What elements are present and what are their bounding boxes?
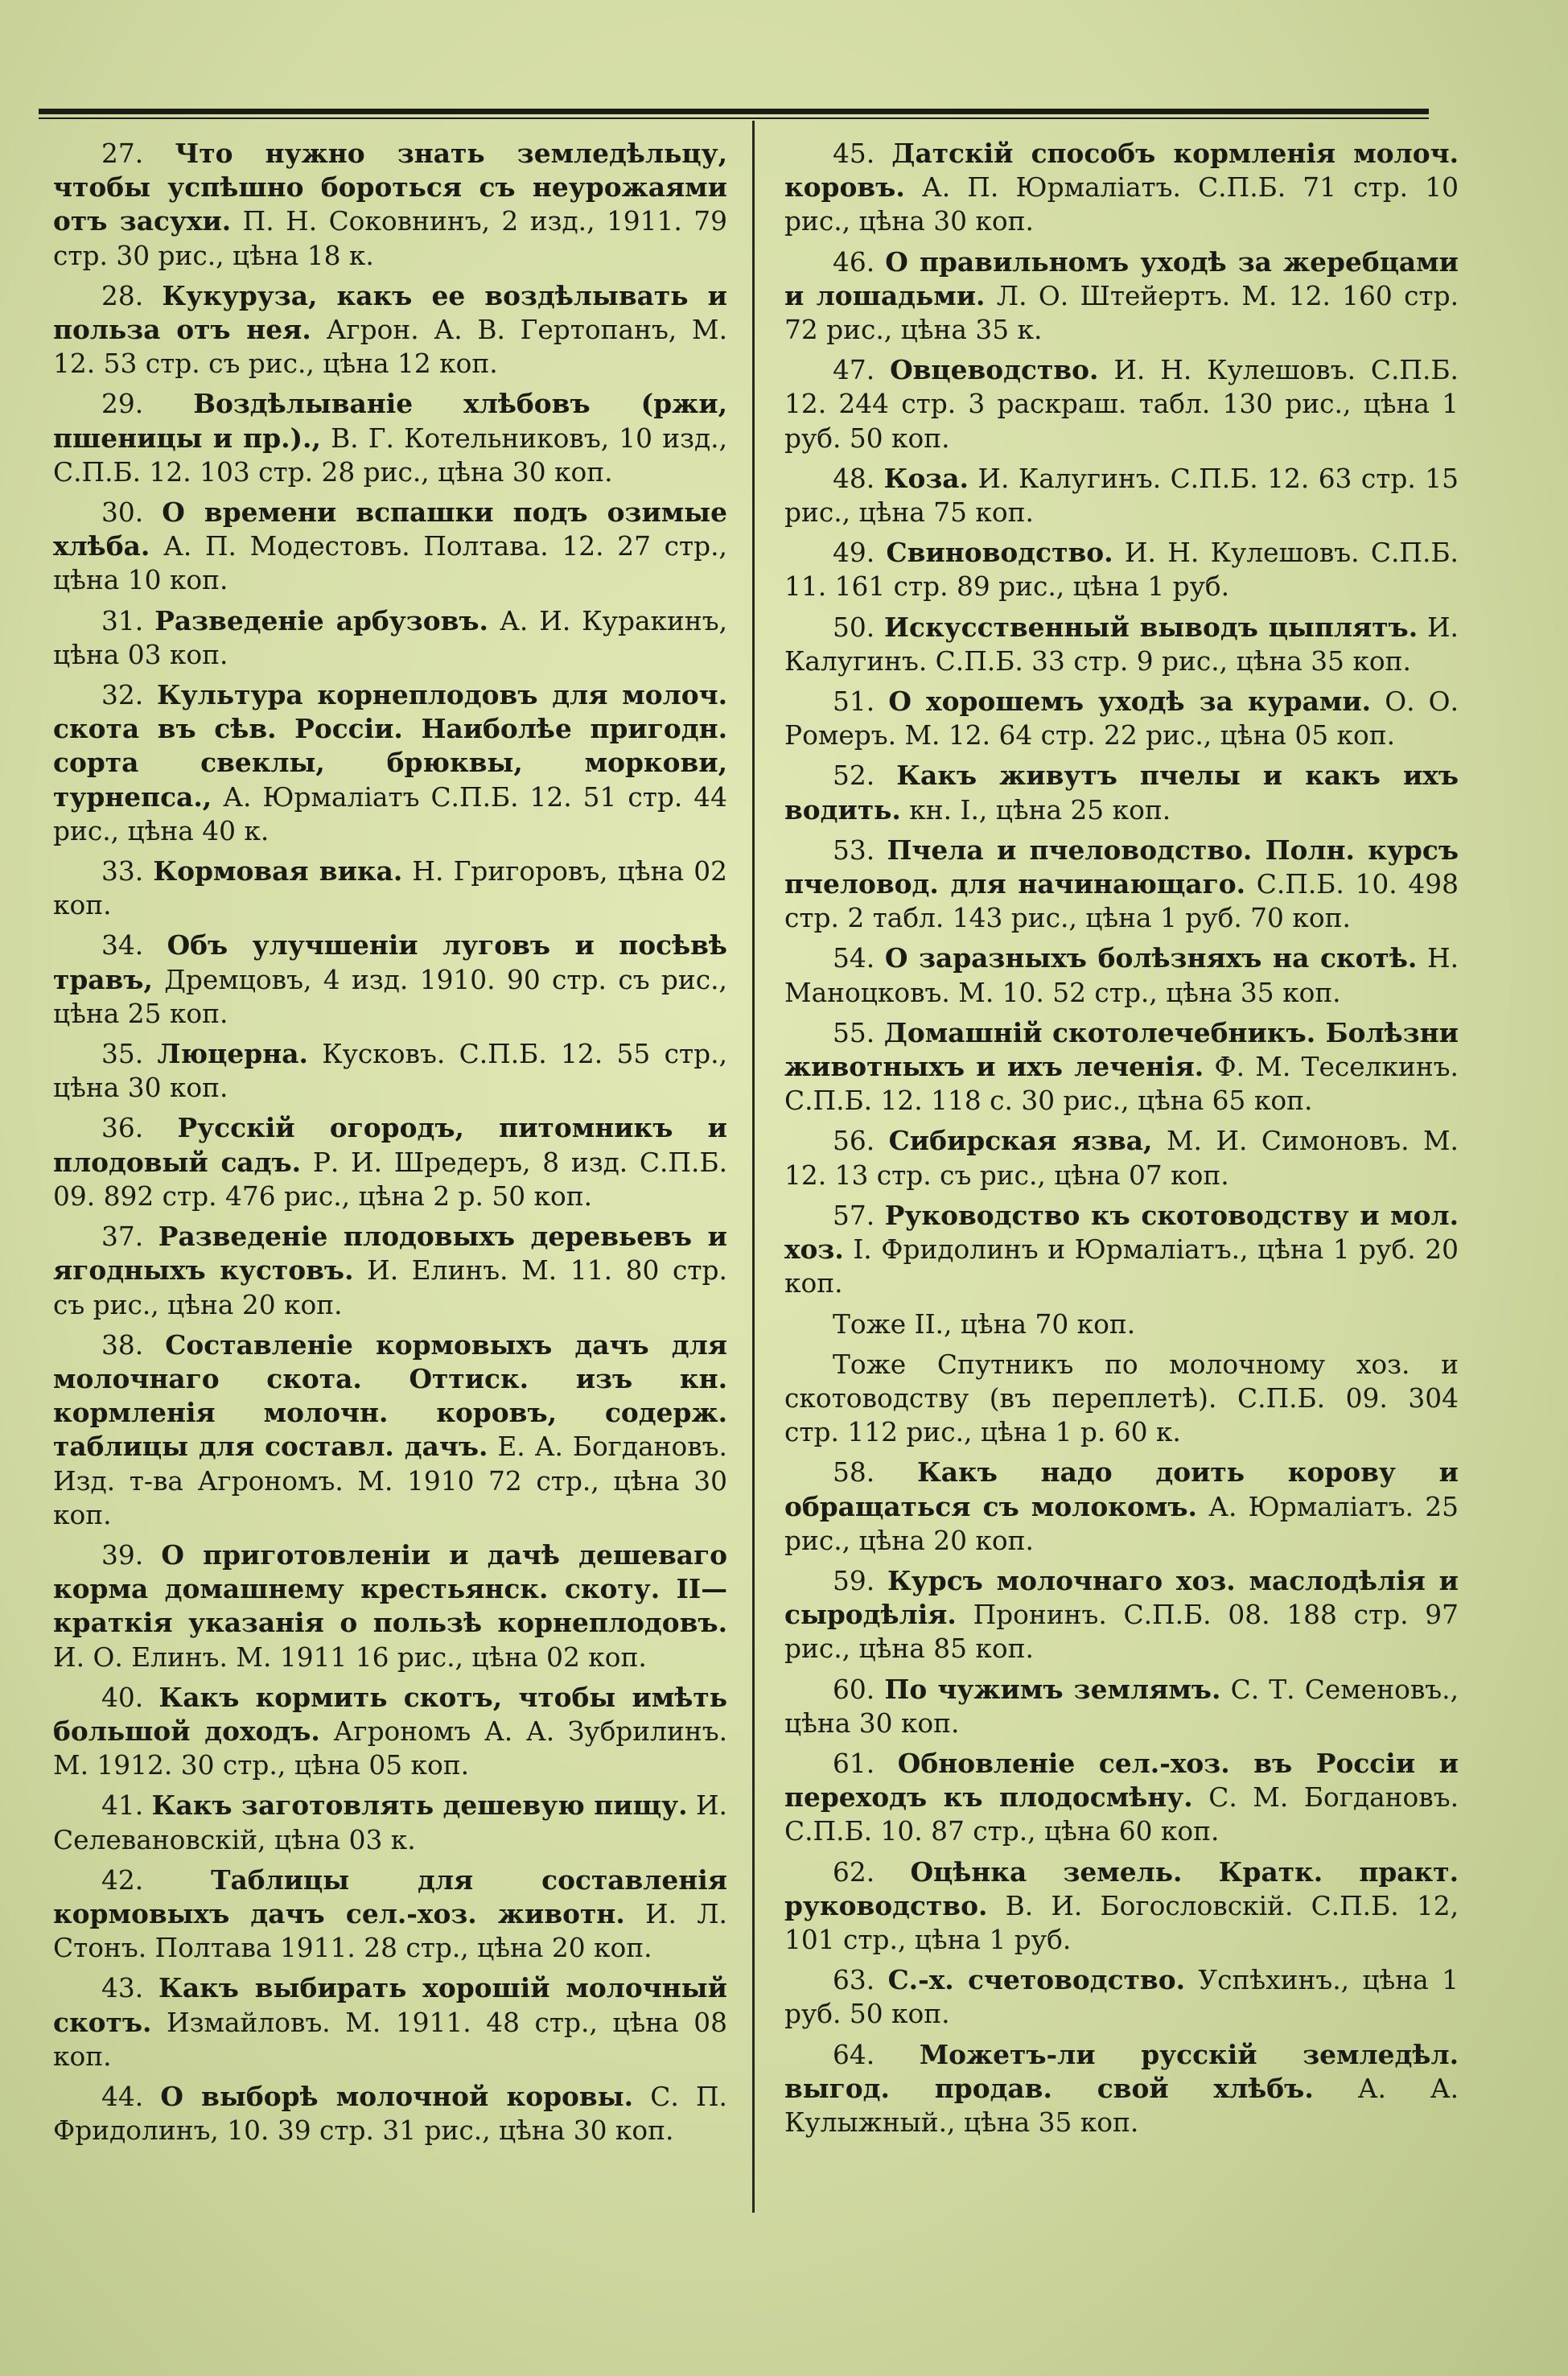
catalog-entry [53,1037,727,1105]
right-column [784,137,1459,2146]
entry-title: Какъ заготовлять дешевую пищу. [151,1789,688,1822]
entry-details: А. Юрмаліатъ С.П.Б. 12. 51 стр. 44 рис., цѣна 40 к. [53,781,727,846]
entry-details: Тоже Спутникъ по молочному хоз. и скотоводству (въ переплетѣ). С.П.Б. 09. 304 стр. 112 рис., цѣна 1 р. 60 к. [784,1349,1459,1448]
entry-details: М. И. Симоновъ. М. 12. 13 стр. съ рис., цѣна 07 коп. [784,1126,1459,1191]
catalog-entry [784,1747,1459,1849]
entry-title: О приготовленіи и дачѣ дешеваго корма домашнему крестьянск. скоту. II—краткія указанія о пользѣ корнеплодовъ. [53,1538,727,1639]
entry-title: Что нужно знать земледѣльцу, чтобы успѣшно бороться съ неурожаями отъ засухи. [53,138,727,237]
entry-details: Р. И. Шредеръ, 8 изд. С.П.Б. 09. 892 стр. 476 рис., цѣна 2 р. 50 коп. [53,1147,727,1212]
header-rule [39,109,1429,114]
catalog-entry [53,604,727,672]
entry-details: С. П. Фридолинъ, 10. 39 стр. 31 рис., цѣна 30 коп. [53,2081,727,2147]
entry-title: Искусственный выводъ цыплятъ. [884,611,1418,643]
entry-number: 31. [101,605,144,636]
entry-number: 51. [833,686,875,718]
entry-details: А. И. Куракинъ, цѣна 03 коп. [53,605,728,670]
entry-details: В. Г. Котельниковъ, 10 изд., С.П.Б. 12. 103 стр. 28 рис., цѣна 30 коп. [53,422,727,488]
entry-number: 63. [833,1965,875,1996]
entry-details: И. Калугинъ. С.П.Б. 33 стр. 9 рис., цѣна 35 коп. [784,612,1459,677]
catalog-entry [784,1855,1459,1958]
entry-number: 33. [101,856,144,887]
catalog-entry [784,462,1459,529]
catalog-entry [53,929,727,1031]
entry-number: 49. [833,537,875,569]
catalog-entry [784,245,1459,348]
catalog-entry [784,1016,1459,1118]
entry-title: Какъ живутъ пчелы и какъ ихъ водить. [784,760,1459,826]
entry-details: В. И. Богословскій. С.П.Б. 12, 101 стр., цѣна 1 руб. [784,1890,1459,1955]
catalog-entry [53,1111,727,1213]
entry-details: П. Н. Соковнинъ, 2 изд., 1911. 79 стр. 30 рис., цѣна 18 к. [53,206,727,271]
entry-title: Свиноводство. [886,537,1113,569]
entry-title: Можетъ-ли русскій земледѣл. выгод. продав. свой хлѣбъ. [784,2038,1459,2104]
catalog-entry [53,387,727,489]
entry-title: Овцеводство. [890,354,1099,386]
catalog-entry [784,1673,1459,1740]
entry-title: Обновленіе сел.-хоз. въ Россіи и переходъ къ плодосмѣну. [784,1747,1459,1814]
entry-number: 52. [833,760,875,792]
entry-number: 35. [101,1039,144,1070]
entry-number: 41. [101,1790,144,1822]
entry-title: О хорошемъ уходѣ за курами. [888,686,1372,718]
entry-title: О правильномъ уходѣ за жеребцами и лошадьми. [784,245,1459,311]
entry-number: 44. [101,2081,144,2112]
entry-number: 58. [833,1457,875,1489]
entry-number: 62. [833,1856,875,1888]
entry-details: Дремцовъ, 4 изд. 1910. 90 стр. съ рис., цѣна 25 коп. [53,964,727,1029]
entry-details: С.П.Б. 10. 498 стр. 2 табл. 143 рис., цѣна 1 руб. 70 коп. [784,869,1459,934]
entry-details: С. Т. Семеновъ., цѣна 30 коп. [784,1674,1459,1739]
entry-details: Агрон. А. В. Гертопанъ, М. 12. 53 стр. съ рис., цѣна 12 коп. [53,315,727,380]
entry-details: Кусковъ. С.П.Б. 12. 55 стр., цѣна 30 коп. [53,1039,727,1104]
entry-details: А. А. Кулыжный., цѣна 35 коп. [784,2073,1459,2138]
entry-title: Кукуруза, какъ ее воздѣлывать и польза отъ нея. [53,279,727,346]
entry-title: Русскій огородъ, питомникъ и плодовый садъ. [53,1112,727,1178]
catalog-entry [784,834,1459,936]
entry-details: А. Юрмаліатъ. 25 рис., цѣна 20 коп. [784,1491,1459,1556]
entry-details: И. О. Елинъ. М. 1911 16 рис., цѣна 02 коп. [53,1641,647,1673]
entry-details: С. М. Богдановъ. С.П.Б. 10. 87 стр., цѣна 60 коп. [784,1782,1459,1847]
entry-title: Разведеніе арбузовъ. [154,604,488,636]
column-divider [752,121,755,2213]
entry-number: 57. [833,1200,875,1231]
catalog-entry [784,941,1459,1009]
entry-number: 60. [833,1674,875,1705]
entry-details: Пронинъ. С.П.Б. 08. 188 стр. 97 рис., цѣна 85 коп. [784,1600,1459,1665]
entry-details: Измайловъ. М. 1911. 48 стр., цѣна 08 коп. [53,2007,727,2072]
entry-number: 46. [833,246,875,278]
catalog-entry [784,1348,1459,1450]
entry-number: 30. [101,497,144,529]
catalog-entry [784,1307,1459,1341]
entry-details: Л. О. Штейертъ. М. 12. 160 стр. 72 рис., цѣна 35 к. [784,280,1459,346]
entry-title: О заразныхъ болѣзняхъ на скотѣ. [884,942,1418,974]
entry-title: По чужимъ землямъ. [884,1673,1221,1705]
entry-title: Руководство къ скотоводству и мол. хоз. [784,1199,1459,1266]
catalog-entry [53,1681,727,1783]
entry-title: Какъ выбирать хорошій молочный скотъ. [53,1972,727,2038]
entry-details: И. Л. Стонъ. Полтава 1911. 28 стр., цѣна 20 коп. [53,1898,727,1964]
left-column [53,137,727,2154]
entry-details: А. П. Юрмаліатъ. С.П.Б. 71 стр. 10 рис., цѣна 30 коп. [784,172,1459,237]
catalog-entry [53,496,727,598]
entry-number: 56. [833,1126,875,1157]
entry-number: 50. [833,612,875,643]
catalog-entry [784,2038,1459,2140]
catalog-entry [784,611,1459,678]
entry-title: Воздѣлываніе хлѣбовъ (ржи, пшеницы и пр.)., [53,388,727,454]
catalog-entry [53,1220,727,1322]
entry-title: С.-х. счетоводство. [887,1964,1186,1996]
entry-title: Разведеніе плодовыхъ деревьевъ и ягодныхъ кустовъ. [53,1221,727,1287]
catalog-entry [784,1564,1459,1666]
entry-title: Пчела и пчеловодство. Полн. курсъ пчеловод. для начинающаго. [784,834,1459,900]
catalog-entry [784,137,1459,239]
entry-title: Какъ кормить скотъ, чтобы имѣть большой доходъ. [53,1681,727,1747]
catalog-entry [784,1124,1459,1192]
catalog-entry [53,1789,727,1856]
entry-details: А. П. Модестовъ. Полтава. 12. 27 стр., цѣна 10 коп. [53,531,727,596]
entry-title: Датскій способъ кормленія молоч. коровъ. [784,138,1459,204]
entry-number: 38. [101,1329,144,1361]
entry-number: 34. [101,930,144,962]
entry-details: И. Елинъ. М. 11. 80 стр. съ рис., цѣна 20 коп. [53,1255,727,1320]
entry-title: Коза. [883,462,969,494]
catalog-entry [784,685,1459,752]
entry-details: Н. Маноцковъ. М. 10. 52 стр., цѣна 35 коп. [784,943,1459,1008]
entry-title: Люцерна. [157,1038,308,1070]
entry-number: 55. [833,1017,875,1048]
entry-title: Сибирская язва, [888,1125,1153,1157]
entry-details: И. Н. Кулешовъ. С.П.Б. 12. 244 стр. 3 раскраш. табл. 130 рис., цѣна 1 руб. 50 коп. [784,355,1459,454]
catalog-entry [53,678,727,848]
entry-details: О. О. Ромеръ. М. 12. 64 стр. 22 рис., цѣна 05 коп. [784,686,1459,752]
entry-number: 37. [101,1221,144,1253]
entry-number: 27. [101,138,144,169]
entry-details: Тоже II., цѣна 70 коп. [833,1308,1136,1340]
header-rule-thin [39,117,1429,119]
entry-title: Культура корнеплодовъ для молоч. скота въ сѣв. Россіи. Наиболѣе пригодн. сорта свеклы, брюквы, моркови, турнепса., [53,679,727,813]
entry-number: 32. [101,680,144,711]
entry-title: Оцѣнка земель. Кратк. практ. руководство. [784,1855,1459,1921]
catalog-entry [53,1971,727,2073]
catalog-entry [53,1538,727,1674]
catalog-entry [53,854,727,922]
catalog-entry [784,1456,1459,1558]
catalog-entry [53,279,727,381]
entry-details: И. Н. Кулешовъ. С.П.Б. 11. 161 стр. 89 рис., цѣна 1 руб. [784,537,1459,603]
entry-details: И. Калугинъ. С.П.Б. 12. 63 стр. 15 рис., цѣна 75 коп. [784,463,1459,529]
entry-number: 53. [833,834,875,866]
entry-title: О времени вспашки подъ озимые хлѣба. [53,496,728,562]
entry-number: 40. [101,1682,144,1713]
entry-title: Курсъ молочнаго хоз. маслодѣлія и сыродѣлія. [784,1564,1459,1631]
catalog-entry [53,1328,727,1532]
entry-number: 59. [833,1565,875,1596]
entry-details: Е. А. Богдановъ. Изд. т-ва Агрономъ. М. 1910 72 стр., цѣна 30 коп. [53,1431,727,1530]
entry-title: Какъ надо доить корову и обращаться съ молокомъ. [784,1456,1459,1522]
entry-number: 43. [101,1973,144,2004]
catalog-entry [784,1199,1459,1301]
entry-title: Домашній скотолечебникъ. Болѣзни животныхъ и ихъ леченія. [784,1016,1459,1083]
catalog-entry [784,536,1459,603]
entry-number: 45. [833,138,875,169]
entry-number: 54. [833,943,875,974]
entry-number: 29. [101,389,144,420]
entry-details: кн. I., цѣна 25 коп. [909,794,1171,826]
entry-number: 42. [101,1864,144,1896]
catalog-entry [53,137,727,273]
entry-number: 39. [101,1539,144,1571]
catalog-entry [784,353,1459,455]
entry-number: 64. [833,2039,875,2070]
entry-details: Агрономъ А. А. Зубрилинъ. М. 1912. 30 стр., цѣна 05 коп. [53,1715,728,1781]
entry-number: 61. [833,1748,875,1779]
entry-title: Объ улучшеніи луговъ и посѣвѣ травъ, [53,929,727,995]
entry-details: I. Фридолинъ и Юрмаліатъ., цѣна 1 руб. 20 коп. [784,1234,1459,1299]
entry-title: Таблицы для составленія кормовыхъ дачъ сел.-хоз. животн. [53,1863,727,1929]
entry-number: 48. [833,463,875,494]
catalog-entry [53,1863,727,1966]
entry-details: Успѣхинъ., цѣна 1 руб. 50 коп. [784,1965,1459,2030]
entry-title: Составленіе кормовыхъ дачъ для молочнаго скота. Оттиск. изъ кн. кормленія молочн. коровъ, содерж. таблицы для составл. дачъ. [53,1328,727,1463]
entry-number: 28. [101,280,144,311]
entry-title: О выборѣ молочной коровы. [160,2080,633,2112]
entry-details: Н. Григоровъ, цѣна 02 коп. [53,856,727,921]
entry-number: 47. [833,355,875,386]
entry-title: Кормовая вика. [153,855,403,887]
catalog-entry [784,759,1459,826]
entry-number: 36. [101,1113,144,1144]
catalog-entry [53,2080,727,2147]
entry-details: И. Селевановскій, цѣна 03 к. [53,1790,727,1855]
entry-details: Ф. М. Теселкинъ. С.П.Б. 12. 118 с. 30 рис., цѣна 65 коп. [784,1052,1459,1117]
catalog-entry [784,1963,1459,2031]
